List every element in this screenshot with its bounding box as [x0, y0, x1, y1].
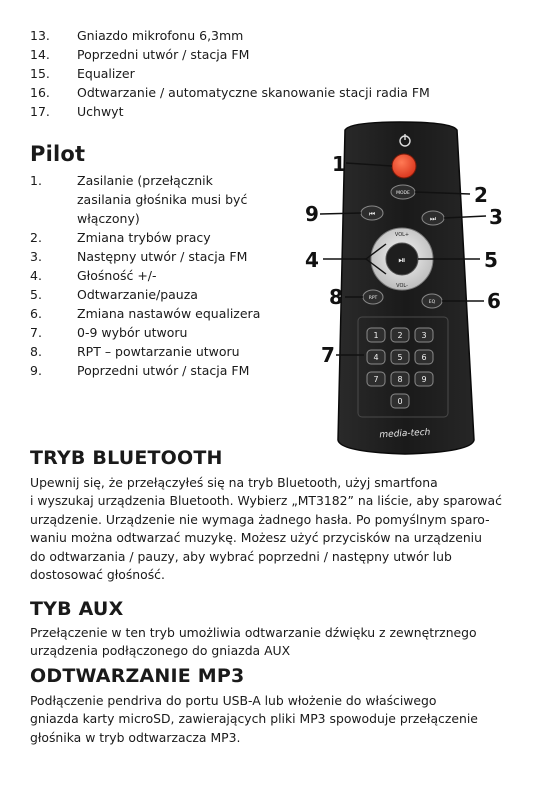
bluetooth-paragraph: Upewnij się, że przełączyłeś się na tryb Bluetooth, użyj smartfona i wyszukaj urządzenia Bluetooth. Wybierz „MT3182” na liście, aby sparować urządzenie. Urządzenie nie wymaga żadnego hasła. Po pomyślnym sparo- waniu można odtwarzać muzykę. Możesz użyć przycisków na urządzeniu do odtwarzania / pauzy, aby wybrać poprzedni / następny utwór lub dostosować głośność. [30, 475, 502, 583]
digit-label: 0 [397, 397, 403, 406]
callout-8: 8 [329, 285, 343, 309]
callout-7: 7 [321, 343, 335, 367]
mp3-paragraph: Podłączenie pendriva do portu USB-A lub włożenie do właściwego gniazda karty microSD, zawierających pliki MP3 spowoduje przełączenie głośnika w tryb odtwarzacza MP3. [30, 693, 478, 745]
digit-label: 1 [373, 331, 379, 340]
rpt-label: RPT [368, 296, 378, 301]
digit-9-button[interactable] [415, 372, 433, 386]
digit-label: 7 [373, 375, 379, 384]
digit-2-button[interactable] [391, 328, 409, 342]
aux-paragraph: Przełączenie w ten tryb umożliwia odtwarzanie dźwięku z zewnętrznego urządzenia podłączonego do gniazda AUX [30, 625, 477, 659]
bluetooth-heading: TRYB BLUETOOTH [30, 447, 223, 469]
digit-label: 8 [397, 375, 403, 384]
callout-2: 2 [474, 183, 488, 207]
aux-heading: TYB AUX [30, 598, 124, 620]
rpt-button[interactable] [363, 290, 383, 304]
callout-5: 5 [484, 248, 498, 272]
digit-1-button[interactable] [367, 328, 385, 342]
play-pause-icon: ⏯ [398, 256, 406, 266]
digit-label: 9 [421, 375, 427, 384]
callout-6: 6 [487, 289, 501, 313]
digit-label: 6 [421, 353, 427, 362]
eq-button[interactable] [422, 294, 442, 308]
vol-minus-label: VOL- [396, 283, 408, 289]
prev-icon: ⏮ [368, 210, 376, 218]
vol-plus-label: VOL+ [394, 232, 410, 238]
digit-0-button[interactable] [391, 394, 409, 408]
digit-label: 5 [397, 353, 403, 362]
digit-6-button[interactable] [415, 350, 433, 364]
callout-1: 1 [332, 152, 346, 176]
digit-4-button[interactable] [367, 350, 385, 364]
power-button[interactable] [392, 154, 416, 178]
digit-8-button[interactable] [391, 372, 409, 386]
next-icon: ⏭ [429, 215, 437, 223]
mp3-heading: ODTWARZANIE MP3 [30, 665, 245, 687]
digit-5-button[interactable] [391, 350, 409, 364]
digit-3-button[interactable] [415, 328, 433, 342]
next-button[interactable] [422, 211, 444, 225]
prev-button[interactable] [361, 206, 383, 220]
digit-label: 3 [421, 331, 427, 340]
play-pause-button[interactable] [386, 243, 418, 275]
brand-logo-text: media-tech [379, 427, 431, 441]
digit-label: 2 [397, 331, 403, 340]
eq-label: EQ [428, 300, 436, 305]
mode-button[interactable] [391, 185, 415, 199]
digit-label: 4 [373, 353, 379, 362]
pilot-heading: Pilot [30, 142, 86, 166]
mode-label: MODE [396, 191, 410, 196]
callout-3: 3 [489, 205, 503, 229]
digit-7-button[interactable] [367, 372, 385, 386]
callout-9: 9 [305, 202, 319, 226]
callout-4: 4 [305, 248, 319, 272]
